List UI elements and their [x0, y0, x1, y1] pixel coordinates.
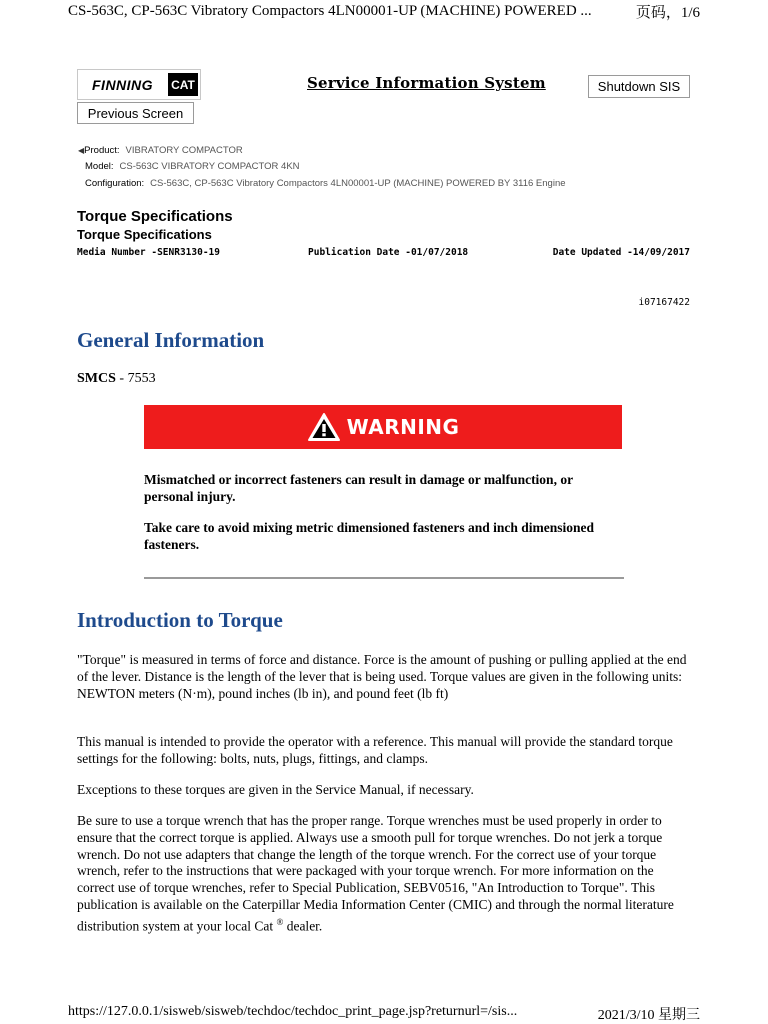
meta-model [85, 161, 300, 172]
model-value: CS-563C VIBRATORY COMPACTOR 4KN [119, 161, 300, 172]
product-value: VIBRATORY COMPACTOR [125, 145, 243, 156]
print-header-page: 页码，1/6 [635, 4, 700, 21]
smcs-value: - 7553 [115, 371, 156, 386]
finning-cat-logo [77, 69, 201, 100]
print-footer-url: https://127.0.0.1/sisweb/sisweb/techdoc/techdoc_print_page.jsp?returnurl=/sis... [68, 1004, 518, 1019]
model-label: Model: [85, 161, 114, 172]
smcs-label: SMCS [77, 371, 116, 386]
product-label: Product: [84, 145, 120, 156]
date-updated: Date Updated -14/09/2017 [552, 247, 690, 258]
warning-paragraph-1: Mismatched or incorrect fasteners can result in damage or malfunction, or personal injury. [144, 472, 573, 504]
intro-paragraph-1: "Torque" is measured in terms of force and distance. Force is the amount of pushing or pulling applied at the end of the lever. Distance is the length of the lever that is being used. Torque values are given in the following units: NEWTON meters (N·m), pound inches (lb in), and pound feet (lb ft) [77, 652, 687, 701]
intro-paragraph-4-end: dealer. [283, 918, 323, 934]
print-footer-datetime: 2021/3/10 星期三 [597, 1008, 700, 1023]
finning-logo-text: FINNING [92, 76, 154, 93]
general-information-heading: General Information [77, 328, 265, 352]
shutdown-sis-button[interactable]: Shutdown SIS [588, 75, 690, 98]
divider [144, 577, 624, 579]
print-header [68, 0, 700, 22]
warning-triangle-icon [307, 412, 341, 442]
warning-paragraph-2: Take care to avoid mixing metric dimensioned fasteners and inch dimensioned fasteners. [144, 520, 595, 552]
document-subtitle: Torque Specifications [77, 227, 212, 242]
warning-banner [144, 405, 622, 449]
meta-configuration [85, 178, 566, 189]
configuration-value: CS-563C, CP-563C Vibratory Compactors 4LN00001-UP (MACHINE) POWERED BY 3116 Engine [150, 178, 566, 189]
sis-title: Service Information System [307, 74, 546, 92]
media-number: Media Number -SENR3130-19 [77, 247, 220, 258]
reference-id: i07167422 [638, 297, 690, 308]
document-title: Torque Specifications [77, 208, 233, 225]
introduction-to-torque-heading: Introduction to Torque [77, 608, 283, 632]
intro-paragraph-4 [77, 813, 689, 935]
intro-paragraph-3: Exceptions to these torques are given in the Service Manual, if necessary. [77, 782, 474, 797]
meta-product [78, 145, 243, 156]
intro-paragraph-4-text: Be sure to use a torque wrench that has the proper range. Torque wrenches must be used properly in order to ensure that the correct torque is applied. Always use a smooth pull for torque wrenches. Do not jerk a torque wrench. Do not use adapters that change the length of the torque wrench. For the correct use of your torque wrench, refer to the instructions that were packaged with your torque wrench. For more information on the correct use of torque wrenches, refer to Special Publication, SEBV0516, "An Introduction to Torque". This publication is available on the Caterpillar Media Information Center (CMIC) and through the normal literature distribution system at your local Cat [77, 813, 674, 934]
registered-mark: ® [276, 916, 284, 927]
warning-banner-text: WARNING [346, 415, 460, 439]
previous-screen-button[interactable]: Previous Screen [77, 102, 194, 124]
intro-paragraph-2: This manual is intended to provide the operator with a reference. This manual will provide the standard torque settings for the following: bolts, nuts, plugs, fittings, and clamps. [77, 734, 673, 766]
publication-date: Publication Date -01/07/2018 [308, 247, 469, 258]
print-header-title: CS-563C, CP-563C Vibratory Compactors 4LN00001-UP (MACHINE) POWERED ... [68, 2, 592, 19]
configuration-label: Configuration: [85, 178, 145, 189]
smcs-code [77, 371, 156, 387]
cat-logo-mark: CAT [168, 73, 198, 96]
expand-icon[interactable]: ◀ [78, 146, 85, 155]
print-footer [68, 1004, 700, 1024]
